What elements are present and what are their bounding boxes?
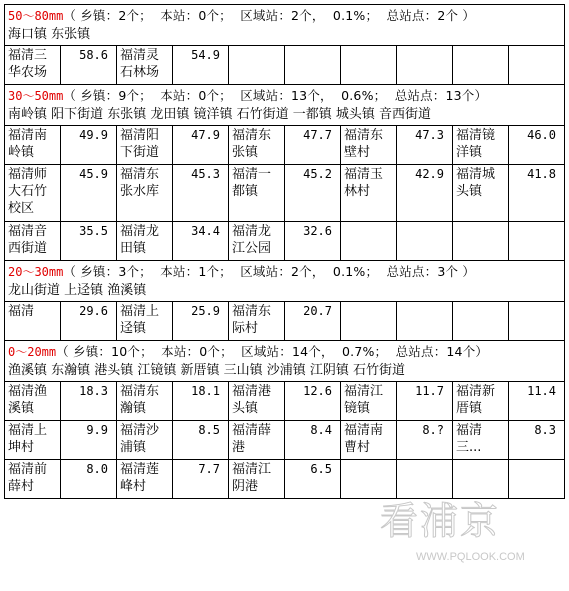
rainfall-value: 18.1 [173, 382, 229, 421]
empty-cell [229, 46, 285, 85]
empty-cell [453, 302, 509, 341]
watermark [376, 488, 556, 568]
rainfall-value: 8.4 [285, 421, 341, 460]
town-list: 渔溪镇 东瀚镇 港头镇 江镜镇 新厝镇 三山镇 沙浦镇 江阴镇 石竹街道 [8, 363, 406, 378]
rainfall-value: 42.9 [397, 165, 453, 222]
station-name: 福清玉林村 [341, 165, 397, 222]
watermark-text: 看浦京 [380, 499, 501, 543]
table-row [5, 302, 565, 341]
rainfall-range: 20～30mm [8, 265, 64, 279]
rainfall-value: 35.5 [61, 222, 117, 261]
empty-cell [341, 302, 397, 341]
station-stats: （ 乡镇：10个； 本站：0个； 区域站：14个， 0.7%； 总站点：14个） [56, 344, 489, 359]
empty-cell [453, 46, 509, 85]
rainfall-value: 8.5 [173, 421, 229, 460]
station-name: 福清沙浦镇 [117, 421, 173, 460]
range-header [5, 5, 565, 46]
table-row [5, 126, 565, 165]
rainfall-value: 9.9 [61, 421, 117, 460]
station-name: 福清东瀚镇 [117, 382, 173, 421]
table-row [5, 222, 565, 261]
rainfall-value: 32.6 [285, 222, 341, 261]
rainfall-range: 0～20mm [8, 345, 57, 359]
station-name: 福清莲峰村 [117, 460, 173, 499]
station-name: 福清三... [453, 421, 509, 460]
empty-cell [285, 46, 341, 85]
rainfall-table [4, 4, 565, 499]
empty-cell [509, 302, 565, 341]
empty-cell [453, 222, 509, 261]
station-name: 福清上迳镇 [117, 302, 173, 341]
rainfall-value: 7.7 [173, 460, 229, 499]
rainfall-value: 46.0 [509, 126, 565, 165]
range-header-row [5, 261, 565, 302]
empty-cell [341, 46, 397, 85]
rainfall-value: 49.9 [61, 126, 117, 165]
station-name: 福清薛港 [229, 421, 285, 460]
table-row [5, 46, 565, 85]
range-header [5, 261, 565, 302]
station-name: 福清渔溪镇 [5, 382, 61, 421]
rainfall-value: 8.? [397, 421, 453, 460]
station-name: 福清南岭镇 [5, 126, 61, 165]
rainfall-value: 29.6 [61, 302, 117, 341]
rainfall-value: 41.8 [509, 165, 565, 222]
station-stats: （ 乡镇：2个； 本站：0个； 区域站：2个， 0.1%； 总站点：2个 ） [63, 8, 476, 23]
station-name: 福清东张水库 [117, 165, 173, 222]
rainfall-value: 20.7 [285, 302, 341, 341]
rainfall-value: 6.5 [285, 460, 341, 499]
rainfall-value: 18.3 [61, 382, 117, 421]
range-header [5, 85, 565, 126]
rainfall-value: 25.9 [173, 302, 229, 341]
watermark-url: WWW.PQLOOK.COM [416, 551, 525, 563]
rainfall-value: 45.3 [173, 165, 229, 222]
range-header-row [5, 5, 565, 46]
empty-cell [397, 46, 453, 85]
station-name: 福清镜洋镇 [453, 126, 509, 165]
rainfall-value: 54.9 [173, 46, 229, 85]
station-name: 福清上坤村 [5, 421, 61, 460]
rainfall-value: 12.6 [285, 382, 341, 421]
station-name: 福清新厝镇 [453, 382, 509, 421]
station-name: 福清龙江公园 [229, 222, 285, 261]
station-name: 福清音西街道 [5, 222, 61, 261]
table-row [5, 382, 565, 421]
rainfall-value: 11.7 [397, 382, 453, 421]
empty-cell [397, 222, 453, 261]
station-name: 福清阳下街道 [117, 126, 173, 165]
range-header [5, 341, 565, 382]
rainfall-document [4, 4, 565, 563]
table-row [5, 165, 565, 222]
station-name: 福清三华农场 [5, 46, 61, 85]
empty-cell [509, 46, 565, 85]
rainfall-value: 47.7 [285, 126, 341, 165]
rainfall-value: 8.0 [61, 460, 117, 499]
station-name: 福清港头镇 [229, 382, 285, 421]
station-name: 福清江镜镇 [341, 382, 397, 421]
station-name: 福清灵石林场 [117, 46, 173, 85]
rainfall-table-body [5, 5, 565, 499]
station-name: 福清城头镇 [453, 165, 509, 222]
rainfall-value: 58.6 [61, 46, 117, 85]
table-row [5, 460, 565, 499]
station-name: 福清东际村 [229, 302, 285, 341]
station-name: 福清东张镇 [229, 126, 285, 165]
station-name: 福清 [5, 302, 61, 341]
range-header-row [5, 85, 565, 126]
station-stats: （ 乡镇：9个； 本站：0个； 区域站：13个， 0.6%； 总站点：13个） [63, 88, 488, 103]
empty-cell [341, 222, 397, 261]
rainfall-value: 45.9 [61, 165, 117, 222]
empty-cell [341, 460, 397, 499]
town-list: 海口镇 东张镇 [8, 27, 91, 42]
rainfall-value: 11.4 [509, 382, 565, 421]
rainfall-range: 30～50mm [8, 89, 64, 103]
rainfall-value: 47.3 [397, 126, 453, 165]
rainfall-value: 45.2 [285, 165, 341, 222]
empty-cell [397, 460, 453, 499]
station-name: 福清前薛村 [5, 460, 61, 499]
rainfall-value: 47.9 [173, 126, 229, 165]
range-header-row [5, 341, 565, 382]
empty-cell [453, 460, 509, 499]
station-name: 福清一都镇 [229, 165, 285, 222]
empty-cell [509, 460, 565, 499]
station-name: 福清龙田镇 [117, 222, 173, 261]
town-list: 南岭镇 阳下街道 东张镇 龙田镇 镜洋镇 石竹街道 一都镇 城头镇 音西街道 [8, 107, 432, 122]
table-row [5, 421, 565, 460]
town-list: 龙山街道 上迳镇 渔溪镇 [8, 283, 147, 298]
rainfall-value: 8.3 [509, 421, 565, 460]
empty-cell [397, 302, 453, 341]
empty-cell [509, 222, 565, 261]
rainfall-value: 34.4 [173, 222, 229, 261]
station-name: 福清东壁村 [341, 126, 397, 165]
station-name: 福清江阴港 [229, 460, 285, 499]
rainfall-range: 50～80mm [8, 9, 64, 23]
station-stats: （ 乡镇：3个； 本站：1个； 区域站：2个， 0.1%； 总站点：3个 ） [63, 264, 476, 279]
station-name: 福清南曹村 [341, 421, 397, 460]
station-name: 福清师大石竹校区 [5, 165, 61, 222]
